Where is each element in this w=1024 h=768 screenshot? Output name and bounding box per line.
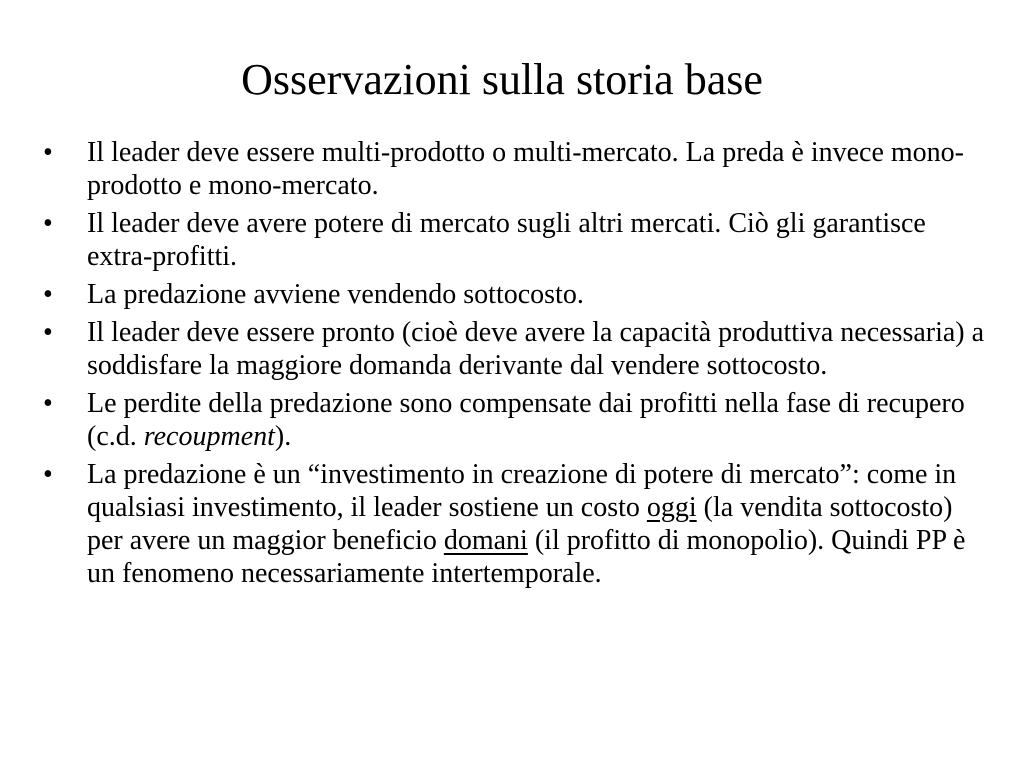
bullet-dot-icon: • [43,459,53,490]
bullet-text-part: ). [274,421,292,452]
bullet-dot-icon: • [43,137,53,168]
bullet-dot-icon: • [43,388,53,419]
bullet-text-part: Le perdite della predazione sono compensate dai profitti nella fase di recupero (c.d. [87,388,965,452]
bullet-text-part: (la vendita sottocosto) per avere un maggior beneficio [87,492,953,556]
underlined-word-oggi: oggi [646,492,697,523]
bullet-text-part: (il profitto di monopolio). Quindi PP è un fenomeno necessariamente intertemporale. [87,525,966,589]
bullet-text: Il leader deve essere multi-prodotto o multi-mercato. La preda è invece mono-prodotto e mono-mercato. [87,137,964,201]
underlined-word-domani: domani [443,525,528,556]
bullet-item [43,316,988,382]
bullet-text-part: La predazione è un “investimento in creazione di potere di mercato”: come in qualsiasi investimento, il leader sostiene un costo [87,459,957,523]
bullet-item [43,278,988,311]
italic-term: recoupment [143,421,275,452]
bullet-text: Il leader deve avere potere di mercato sugli altri mercati. Ciò gli garantisce extra-profitti. [87,208,926,272]
bullet-dot-icon: • [43,317,53,348]
bullet-text [87,459,965,589]
bullet-item [43,207,988,273]
bullet-item [43,387,988,453]
bullet-dot-icon: • [43,208,53,239]
bullet-text: La predazione avviene vendendo sottocosto. [87,279,584,310]
bullet-list [43,136,988,595]
bullet-item [43,458,988,590]
bullet-item [43,136,988,202]
slide-title: Osservazioni sulla storia base [241,55,763,104]
bullet-text: Il leader deve essere pronto (cioè deve avere la capacità produttiva necessaria) a soddisfare la maggiore domanda derivante dal vendere sottocosto. [87,317,985,381]
bullet-dot-icon: • [43,279,53,310]
bullet-text [87,388,965,452]
